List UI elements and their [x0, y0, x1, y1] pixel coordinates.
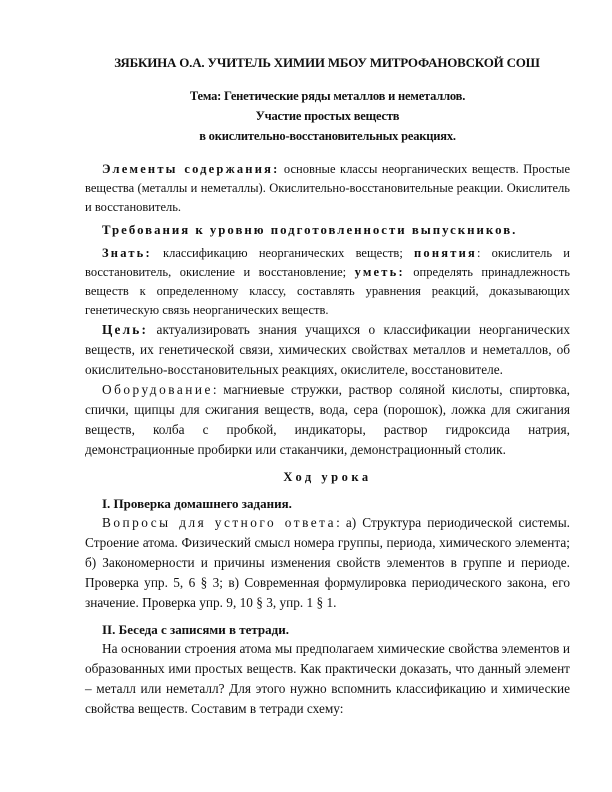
lesson-progress-heading: Ход урока — [283, 470, 372, 484]
equipment-paragraph — [85, 380, 570, 460]
goal-text: актуализировать знания учащихся о классификации неорганических веществ, их генетической связи, химических свойствах металлов и неметаллов, об окислительно-восстановительных реакциях, окислителе, восстановителе. — [85, 322, 570, 377]
know-text-3: определять принадлежность веществ к определенному классу, составлять уравнения реакций, доказывающих генетическую связь неорганических веществ. — [85, 265, 570, 317]
topic-line-3: в окислительно-восстановительных реакциях. — [199, 129, 456, 143]
able-label: уметь: — [354, 265, 405, 279]
goal-paragraph — [85, 320, 570, 380]
content-elements-label: Элементы содержания: — [102, 162, 280, 176]
topic-line-1: Тема: Генетические ряды металлов и неметаллов. — [189, 89, 466, 103]
concepts-label: понятия — [414, 246, 477, 260]
know-text-1: классификацию неорганических веществ; — [151, 246, 415, 260]
section-1-text: : а) Структура периодической системы. Строение атома. Физический смысл номера группы, периода, химического элемента; б) Закономерности и причины изменения свойств элементов в группе и периоде. Проверка упр. 5, 6 § 3; в) Современная формулировка периодического закона, его значение. Проверка упр. 9, 10 § 3, упр. 1 § 1. — [85, 515, 570, 610]
content-elements-text: основные классы неорганических веществ. Простые вещества (металлы и неметаллы). Окислительно-восстановительные реакции. Окислитель и восстановитель. — [85, 162, 570, 214]
document-page — [85, 55, 570, 719]
goal-label: Цель: — [102, 322, 149, 337]
oral-questions-label: Вопросы для устного ответа — [102, 515, 337, 530]
content-elements-paragraph — [85, 160, 570, 217]
know-text-2: : окислитель и восстановитель, окисление и восстановление; — [85, 246, 570, 279]
section-1-title: I. Проверка домашнего задания. — [102, 496, 292, 511]
know-label: Знать: — [102, 246, 152, 260]
topic-line-2: Участие простых веществ — [255, 109, 400, 123]
section-1-paragraph — [85, 513, 570, 613]
author-header: ЗЯБКИНА О.А. УЧИТЕЛЬ ХИМИИ МБОУ МИТРОФАНОВСКОЙ СОШ — [114, 55, 540, 70]
section-2-paragraph: На основании строения атома мы предполагаем химические свойства элементов и образованных ими простых веществ. Как практически доказать, что данный элемент – металл или неметалл? Для этого нужно вспомнить классификацию и химические свойства веществ. Составим в тетради схему: — [85, 641, 570, 716]
equipment-label: Оборудование — [102, 382, 213, 397]
know-paragraph — [85, 244, 570, 320]
section-2-title: II. Беседа с записями в тетради. — [102, 622, 289, 637]
requirements-heading: Требования к уровню подготовленности выпускников. — [102, 223, 518, 237]
equipment-text: : магниевые стружки, раствор соляной кислоты, спиртовка, спички, щипцы для сжигания веществ, вода, сера (порошок), ложка для сжигания веществ, колба с пробкой, индикаторы, раствор гидроксида натрия, демонстрационные пробирки или стаканчики, демонстрационный столик. — [85, 382, 570, 457]
lesson-topic — [85, 86, 570, 146]
